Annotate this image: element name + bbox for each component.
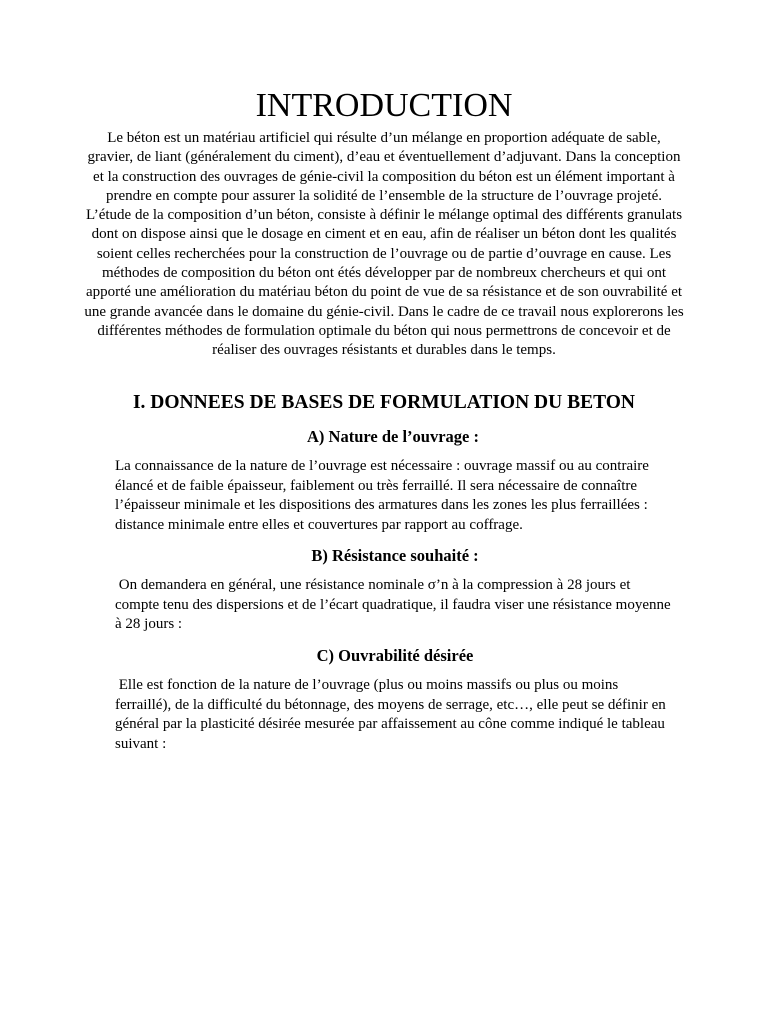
subsection-text-ouvrabilite: Elle est fonction de la nature de l’ouvrage (plus ou moins massifs ou plus ou moins ferraillé), de la difficulté du bétonnage, des moyens de serrage, etc…, elle peut se définir en général par la plasticité désirée mesurée par affaissement au cône comme indiqué le tableau suivant : bbox=[115, 677, 670, 752]
subsection-heading-nature: A) Nature de l’ouvrage : bbox=[307, 427, 479, 446]
subsection-heading-ouvrabilite: C) Ouvrabilité désirée bbox=[316, 646, 474, 665]
page-title: INTRODUCTION bbox=[255, 87, 513, 124]
subsection-text-resistance: On demandera en général, une résistance nominale σ’n à la compression à 28 jours et compte tenu des dispersions et de l’écart quadratique, il faudra viser une résistance moyenne à 28 jours : bbox=[115, 577, 675, 633]
intro-paragraph: Le béton est un matériau artificiel qui résulte d’un mélange en proportion adéquate de sable, gravier, de liant (généralement du ciment), d’eau et éventuellement d’adjuvant. Dans la conception et la construction des ouvrages de génie-civil la composition du béton est un élément important à prendre en compte pour assurer la solidité de l’ensemble de la structure de l’ouvrage projeté. L’étude de la composition d’un béton, consiste à définir le mélange optimal des différents granulats dont on dispose ainsi que le dosage en ciment et en eau, afin de réaliser un béton dont les qualités soient celles recherchées pour la construction de l’ouvrage ou de partie d’ouvrage en cause. Les méthodes de composition du béton ont étés développer par de nombreux chercheurs et qui ont apporté une amélioration du matériau béton du point de vue de sa résistance et de son ouvrabilité et une grande avancée dans le domaine du génie-civil. Dans le cadre de ce travail nous explorerons les différentes méthodes de formulation optimale du béton qui nous permettrons de concevoir et de réaliser des ouvrages résistants et durables dans le temps. bbox=[84, 130, 684, 359]
section-heading: I. DONNEES DE BASES DE FORMULATION DU BETON bbox=[132, 392, 636, 413]
subsection-text-nature: La connaissance de la nature de l’ouvrage est nécessaire : ouvrage massif ou au contraire élancé et de faible épaisseur, faiblement ou très ferraillé. Il sera nécessaire de connaître l’épaisseur minimale et les dispositions des armatures dans les zones les plus ferraillées : distance minimale entre elles et couvertures par rapport au coffrage. bbox=[115, 458, 649, 533]
subsection-heading-resistance: B) Résistance souhaité : bbox=[311, 546, 479, 565]
